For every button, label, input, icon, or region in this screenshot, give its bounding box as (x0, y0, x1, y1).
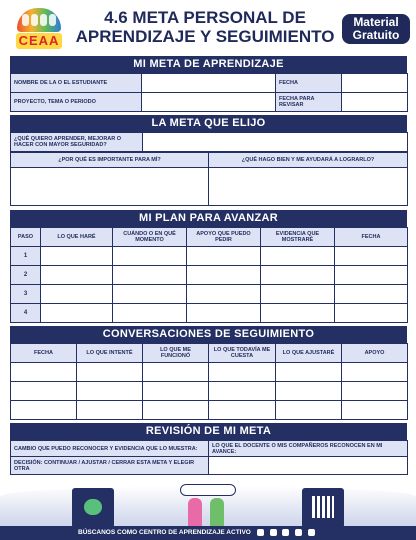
table-row (11, 363, 408, 382)
follow-up-cell[interactable] (342, 363, 408, 382)
girl-figure-icon (188, 498, 202, 528)
plan-cell[interactable] (113, 285, 187, 304)
date-label: FECHA (276, 74, 342, 93)
plan-cell[interactable] (41, 247, 113, 266)
section-title: CONVERSACIONES DE SEGUIMIENTO (10, 326, 407, 343)
follow-up-header: LO QUE AJUSTARÉ (276, 344, 342, 363)
step-number: 1 (11, 247, 41, 266)
table-row (11, 382, 408, 401)
follow-up-header: FECHA (11, 344, 77, 363)
project-field[interactable] (142, 93, 276, 112)
follow-up-cell[interactable] (11, 401, 77, 420)
plan-cell[interactable] (261, 304, 335, 323)
follow-up-cell[interactable] (143, 363, 209, 382)
follow-up-cell[interactable] (143, 382, 209, 401)
follow-up-cell[interactable] (209, 363, 276, 382)
follow-up-cell[interactable] (77, 401, 143, 420)
plan-cell[interactable] (335, 304, 408, 323)
follow-up-cell[interactable] (276, 363, 342, 382)
footer (0, 476, 416, 540)
plan-cell[interactable] (261, 285, 335, 304)
boy-figure-icon (210, 498, 224, 528)
goal-reasons-table (10, 152, 408, 206)
why-important-field[interactable] (11, 168, 209, 206)
threads-icon[interactable] (308, 529, 315, 536)
speech-bubble-icon (180, 484, 236, 496)
decision-label: DECISIÓN: CONTINUAR / AJUSTAR / CERRAR ESTA META Y ELEGIR OTRA (11, 457, 209, 475)
free-material-badge (342, 14, 410, 44)
table-row (11, 247, 408, 266)
plan-cell[interactable] (41, 266, 113, 285)
follow-up-cell[interactable] (342, 401, 408, 420)
section-follow-up (10, 326, 407, 420)
follow-up-cell[interactable] (209, 401, 276, 420)
logo-kids-icon (22, 14, 56, 28)
step-number: 2 (11, 266, 41, 285)
section-plan (10, 210, 407, 323)
others-recognize-label: LO QUE EL DOCENTE O MIS COMPAÑEROS RECONOCEN EN MI AVANCE: (209, 441, 408, 457)
why-important-label: ¿POR QUÉ ES IMPORTANTE PARA MÍ? (11, 153, 209, 168)
plan-cell[interactable] (187, 247, 261, 266)
follow-up-cell[interactable] (342, 382, 408, 401)
section-title: LA META QUE ELIJO (10, 115, 407, 132)
decision-field[interactable] (209, 457, 408, 475)
plan-cell[interactable] (335, 247, 408, 266)
chosen-goal-table (10, 132, 408, 152)
follow-up-cell[interactable] (143, 401, 209, 420)
plan-cell[interactable] (187, 304, 261, 323)
youtube-icon[interactable] (257, 529, 264, 536)
plan-table (10, 227, 408, 323)
plan-header: PASO (11, 228, 41, 247)
follow-up-cell[interactable] (77, 382, 143, 401)
follow-up-cell[interactable] (209, 382, 276, 401)
plan-header: CUÁNDO O EN QUÉ MOMENTO (113, 228, 187, 247)
student-name-label: NOMBRE DE LA O EL ESTUDIANTE (11, 74, 142, 93)
plan-cell[interactable] (113, 247, 187, 266)
section-review (10, 423, 407, 475)
footer-slogan: BÚSCANOS COMO CENTRO DE APRENDIZAJE ACTIVO (78, 529, 251, 536)
table-row (11, 401, 408, 420)
section-chosen-goal (10, 115, 407, 206)
badge-line-2: Gratuito (352, 28, 400, 42)
plan-header: APOYO QUE PUEDO PEDIR (187, 228, 261, 247)
heart-icon (84, 499, 102, 515)
follow-up-header: LO QUE TODAVÍA ME CUESTA (209, 344, 276, 363)
follow-up-header: LO QUE ME FUNCIONÓ (143, 344, 209, 363)
community-badge[interactable] (72, 488, 114, 528)
instagram-icon[interactable] (270, 529, 277, 536)
follow-up-cell[interactable] (276, 401, 342, 420)
header (0, 0, 416, 52)
ceaa-logo (14, 8, 64, 50)
student-name-field[interactable] (142, 74, 276, 93)
qr-code-badge[interactable] (302, 488, 344, 528)
strengths-label: ¿QUÉ HAGO BIEN Y ME AYUDARÁ A LOGRARLO? (209, 153, 408, 168)
plan-cell[interactable] (335, 266, 408, 285)
plan-cell[interactable] (187, 266, 261, 285)
section-title: REVISIÓN DE MI META (10, 423, 407, 440)
section-title: MI PLAN PARA AVANZAR (10, 210, 407, 227)
plan-cell[interactable] (261, 266, 335, 285)
follow-up-cell[interactable] (77, 363, 143, 382)
review-table (10, 440, 408, 475)
plan-cell[interactable] (187, 285, 261, 304)
plan-cell[interactable] (113, 266, 187, 285)
plan-cell[interactable] (41, 304, 113, 323)
tiktok-icon[interactable] (295, 529, 302, 536)
goal-question-label: ¿QUÉ QUIERO APRENDER, MEJORAR O HACER CON MAYOR SEGURIDAD? (11, 133, 143, 152)
plan-cell[interactable] (41, 285, 113, 304)
date-field[interactable] (342, 74, 408, 93)
plan-cell[interactable] (113, 304, 187, 323)
review-date-field[interactable] (342, 93, 408, 112)
plan-cell[interactable] (261, 247, 335, 266)
section-learning-goal (10, 56, 407, 112)
project-label: PROYECTO, TEMA O PERIODO (11, 93, 142, 112)
follow-up-header: LO QUE INTENTÉ (77, 344, 143, 363)
footer-bar (0, 526, 416, 540)
page-title (70, 8, 340, 46)
table-row (11, 304, 408, 323)
facebook-icon[interactable] (282, 529, 289, 536)
follow-up-cell[interactable] (276, 382, 342, 401)
step-number: 3 (11, 285, 41, 304)
follow-up-cell[interactable] (11, 363, 77, 382)
review-date-label: FECHA PARA REVISAR (276, 93, 342, 112)
badge-line-1: Material (353, 15, 399, 29)
strengths-field[interactable] (209, 168, 408, 206)
logo-text: CEAA (16, 33, 62, 49)
kids-illustration (180, 484, 236, 530)
title-line-1: 4.6 META PERSONAL DE (104, 8, 306, 27)
goal-answer-field[interactable] (143, 133, 408, 152)
plan-header: FECHA (335, 228, 408, 247)
title-line-2: APRENDIZAJE Y SEGUIMIENTO (75, 27, 335, 46)
follow-up-table (10, 343, 408, 420)
change-evidence-label: CAMBIO QUE PUEDO RECONOCER Y EVIDENCIA QUE LO MUESTRA: (11, 441, 209, 457)
step-number: 4 (11, 304, 41, 323)
qr-code-icon (312, 496, 334, 518)
plan-header: LO QUE HARÉ (41, 228, 113, 247)
follow-up-cell[interactable] (11, 382, 77, 401)
follow-up-header: APOYO (342, 344, 408, 363)
plan-header: EVIDENCIA QUE MOSTRARÉ (261, 228, 335, 247)
section-title: MI META DE APRENDIZAJE (10, 56, 407, 73)
student-info-table (10, 73, 408, 112)
table-row (11, 285, 408, 304)
plan-cell[interactable] (335, 285, 408, 304)
table-row (11, 266, 408, 285)
